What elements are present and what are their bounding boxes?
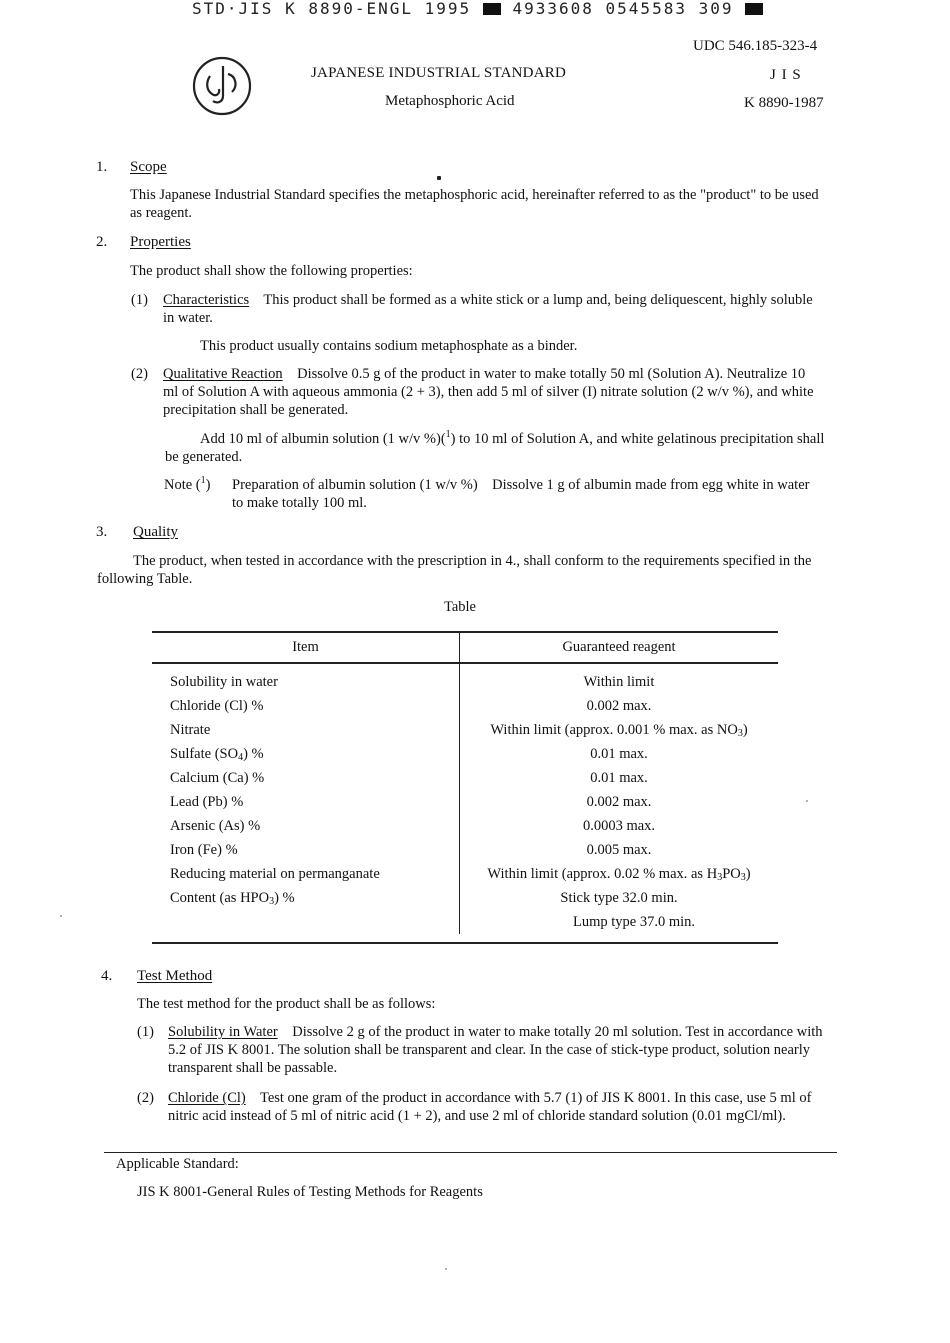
table-cell-item: Nitrate xyxy=(152,718,460,742)
table-cell-value: 0.002 max. xyxy=(586,697,652,714)
value-sub: 3 xyxy=(740,871,746,883)
table-cell-item: Calcium (Ca) % xyxy=(152,766,460,790)
standard-organization: JAPANESE INDUSTRIAL STANDARD xyxy=(311,65,566,81)
jis-logo-icon xyxy=(190,54,254,118)
page-title: Metaphosphoric Acid xyxy=(385,93,515,109)
solubility-heading: Solubility in Water xyxy=(168,1024,278,1040)
note-label-a: Note ( xyxy=(164,477,201,493)
section-number: 1. xyxy=(96,159,108,175)
item-part: ) % xyxy=(243,745,264,762)
value-sub: 3 xyxy=(717,871,723,883)
item-part: Content (as HPO xyxy=(170,889,270,906)
item-number: (2) xyxy=(131,366,148,382)
table-cell-value xyxy=(460,862,779,886)
albumin-text-b: ) to 10 ml of Solution A, and white gelatinous precipitation shall be generated. xyxy=(165,431,825,465)
jis-label: J I S xyxy=(770,67,802,83)
albumin-text-a: Add 10 ml of albumin solution (1 w/v %)( xyxy=(200,431,446,447)
quality-text: The product, when tested in accordance with the prescription in 4., shall conform to the requirements specified in the following Table. xyxy=(97,553,812,587)
table-cell-value: Lump type 37.0 min. xyxy=(572,913,696,930)
table-cell-value: 0.005 max. xyxy=(586,841,652,858)
udc-number: UDC 546.185-323-4 xyxy=(693,38,818,54)
item-number: (1) xyxy=(137,1024,154,1040)
note-text: Dissolve 1 g of albumin made from egg white in water to make totally 100 ml. xyxy=(232,477,810,511)
black-mark xyxy=(483,3,501,15)
column-header-item: Item xyxy=(152,633,460,663)
table-cell-item: Reducing material on permanganate xyxy=(152,862,460,886)
qualitative-reaction-heading: Qualitative Reaction xyxy=(163,366,283,382)
note-paragraph xyxy=(232,476,812,512)
test-method-intro: The test method for the product shall be as follows: xyxy=(137,996,436,1012)
properties-intro: The product shall show the following properties: xyxy=(130,263,413,279)
divider xyxy=(104,1152,837,1153)
section-number: 2. xyxy=(96,234,108,250)
item-number: (2) xyxy=(137,1090,154,1106)
specification-table xyxy=(152,631,778,944)
albumin-paragraph xyxy=(165,430,825,466)
note-title: Preparation of albumin solution (1 w/v %) xyxy=(232,477,478,493)
characteristics-text: This product shall be formed as a white stick or a lump and, being deliquescent, highly soluble in water. xyxy=(163,292,813,326)
chloride-paragraph xyxy=(168,1089,836,1125)
standard-number: K 8890-1987 xyxy=(744,95,824,111)
scan-speck xyxy=(437,176,441,180)
solubility-paragraph xyxy=(168,1023,836,1077)
note-label-b: ) xyxy=(205,477,211,493)
section-heading-scope: Scope xyxy=(130,159,167,175)
scope-text: This Japanese Industrial Standard specifies the metaphosphoric acid, hereinafter referred to as the "product" to be used as reagent. xyxy=(130,187,819,221)
value-part: PO xyxy=(722,865,741,882)
scan-speck xyxy=(806,800,808,802)
item-sub: 4 xyxy=(238,751,244,763)
table-header-row xyxy=(152,633,778,663)
note-label xyxy=(164,476,210,494)
item-number: (1) xyxy=(131,292,148,308)
table-cell-item: Chloride (Cl) % xyxy=(152,694,460,718)
table-cell-item: Lead (Pb) % xyxy=(152,790,460,814)
table-cell-value: Within limit xyxy=(583,673,655,690)
item-part: ) % xyxy=(274,889,295,906)
section-number: 4. xyxy=(101,968,113,984)
chloride-text: Test one gram of the product in accordance with 5.7 (1) of JIS K 8001. In this case, use 5 ml of nitric acid instead of 5 ml of nitric acid (1 + 2), and use 2 ml of chloride standard solution (0.01 mgCl/ml). xyxy=(168,1090,812,1124)
chloride-heading: Chloride (Cl) xyxy=(168,1090,246,1106)
section-heading-test-method: Test Method xyxy=(137,968,213,984)
table-cell-item xyxy=(152,910,460,934)
table-cell-item: Arsenic (As) % xyxy=(152,814,460,838)
column-header-grade: Guaranteed reagent xyxy=(460,633,779,663)
table-cell-item xyxy=(152,886,460,910)
table-cell-value: 0.01 max. xyxy=(590,769,648,786)
table-cell-value: 0.01 max. xyxy=(590,745,648,762)
table-cell-value: Stick type 32.0 min. xyxy=(560,889,678,906)
item-part: Sulfate (SO xyxy=(170,745,239,762)
item-sub: 3 xyxy=(269,895,275,907)
qualitative-reaction-paragraph xyxy=(163,365,823,419)
solubility-text: Dissolve 2 g of the product in water to make totally 20 ml solution. Test in accordance with 5.2 of JIS K 8001. The solution shall be transparent and clear. In the case of stick-type product, solution nearly transparent shall be passable. xyxy=(168,1024,823,1076)
note-sup: 1 xyxy=(200,475,206,487)
table-cell-value xyxy=(460,718,779,742)
applicable-standard-label: Applicable Standard: xyxy=(116,1156,239,1172)
document-code: STD·JIS K 8890-ENGL 1995 xyxy=(192,0,472,18)
footnote-ref: 1 xyxy=(445,429,451,441)
section-number: 3. xyxy=(96,524,108,540)
table-cell-item: Solubility in water xyxy=(152,663,460,694)
table-cell-value: 0.002 max. xyxy=(586,793,652,810)
table-caption: Table xyxy=(444,599,476,615)
black-mark xyxy=(745,3,763,15)
value-sub: 3 xyxy=(737,727,743,739)
applicable-standard-text: JIS K 8001-General Rules of Testing Methods for Reagents xyxy=(137,1184,483,1200)
value-part: Within limit (approx. 0.02 % max. as H xyxy=(487,865,718,882)
qualitative-reaction-text: Dissolve 0.5 g of the product in water to make totally 50 ml (Solution A). Neutralize 10 ml of Solution A with aqueous ammonia (2 + 3), then add 5 ml of silver (I) nitrate solution (2 w/v %), and white precipitation shall be generated. xyxy=(163,366,814,418)
binder-note: This product usually contains sodium metaphosphate as a binder. xyxy=(200,338,578,354)
characteristics-heading: Characteristics xyxy=(163,292,250,308)
characteristics-paragraph xyxy=(163,291,823,327)
document-code-numbers: 4933608 0545583 309 xyxy=(512,0,734,18)
section-heading-properties: Properties xyxy=(130,234,191,250)
section-heading-quality: Quality xyxy=(133,524,178,540)
value-part: ) xyxy=(745,865,751,882)
table-cell-item: Iron (Fe) % xyxy=(152,838,460,862)
document-code-line xyxy=(192,0,763,18)
value-part: Within limit (approx. 0.001 % max. as NO xyxy=(490,721,738,738)
scan-speck xyxy=(60,915,62,917)
table-cell-item xyxy=(152,742,460,766)
scan-speck xyxy=(445,1268,447,1270)
table-cell-value: 0.0003 max. xyxy=(582,817,656,834)
value-part: ) xyxy=(742,721,748,738)
